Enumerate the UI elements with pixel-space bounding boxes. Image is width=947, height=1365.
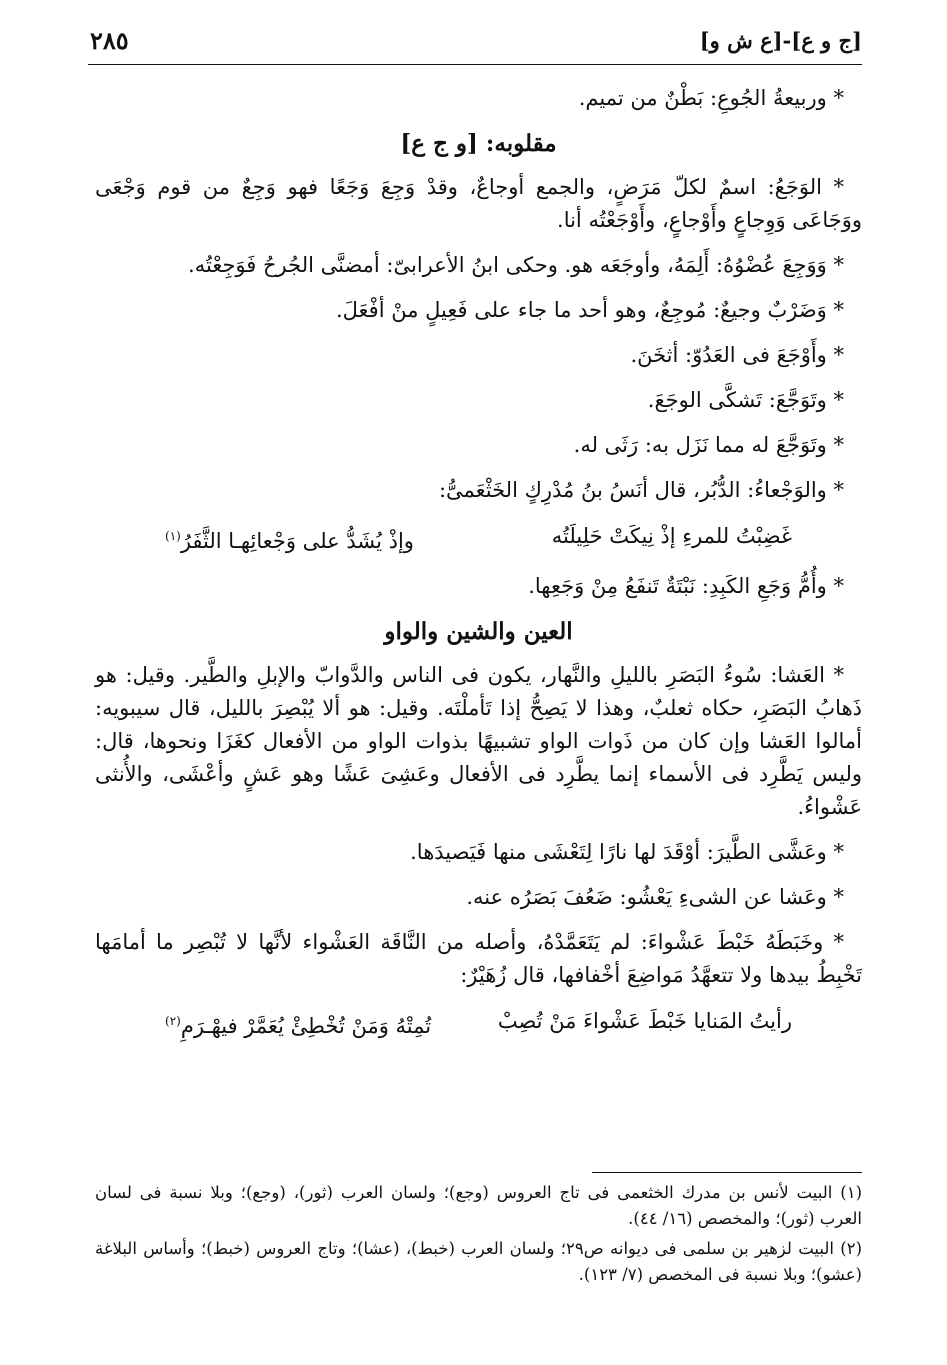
page-body [95,82,862,1055]
section-range: [ج و ع]-[ع ش و] [699,28,862,53]
page-number: ٢٨٥ [90,26,129,55]
footnote: (١) البيت لأنس بن مدرك الخثعمى فى تاج العروس (وجع)؛ ولسان العرب (ثور)، (وجع)؛ وبلا نسبة فى لسان العرب (ثور)؛ والمخصص (١٦/ ٤٤). [95,1183,862,1228]
footnote-marker: (١) [165,529,181,543]
poetry-verse [95,1004,862,1043]
section-heading: العين والشين والواو [384,618,573,645]
entry-paragraph: * وَوَجِعَ عُضْوُهُ: أَلِمَهُ، وأوجَعَه هو. وحكى ابنُ الأعرابىّ: أمضنَّى الجُرحُ فَوَجِعْتُه. [188,253,844,277]
entry-paragraph: * وعَشا عن الشىءِ يَعْشُو: ضَعُفَ بَصَرُه عنه. [466,885,844,909]
entry-paragraph: * وأَوْجَعَ فى العَدُوّ: أثخَنَ. [630,343,844,367]
entry-paragraph: * الوَجَعُ: اسمٌ لكلّ مَرَضٍ، والجمع أوجاعٌ، وقدْ وَجِعَ وَجَعًا فهو وَجِعٌ من قوم وَجْعَى ووَجَاعَى وَوِجاعٍ وأَوْجاعٍ، وأَوْجَعْتُه أنا. [95,175,862,232]
section-heading: مقلوبه: [و ج ع] [400,130,557,157]
header-divider [88,64,862,65]
page-header [90,22,862,62]
entry-paragraph: * وتَوَجَّعَ: تَشكَّى الوجَعَ. [647,388,844,412]
entry-paragraph: * والوَجْعاءُ: الدُّبُر، قال أنَسُ بنُ مُدْرِكٍ الخَثْعَمىُّ: [438,478,844,502]
entry-paragraph: * وعَشَّى الطَّيرَ: أوْقَدَ لها نارًا لِتَعْشَى منها فَيَصيدَها. [410,840,844,864]
footnote: (٢) البيت لزهير بن سلمى فى ديوانه ص٢٩؛ ولسان العرب (خبط)، (عشا)؛ وتاج العروس (خبط)؛ وأساس البلاغة (عشو)؛ وبلا نسبة فى المخصص (٧/ ١٢٣). [95,1239,862,1284]
verse-first-hemistich: رأيتُ المَنايا خَبْطَ عَشْواءَ مَنْ تُصِبْ [497,1009,792,1033]
footnote-divider [592,1172,862,1173]
verse-second-hemistich: وإذْ يُشَدُّ على وَجْعائِهـا الثَّفَرُ$^{(١)}$ [165,529,414,553]
entry-paragraph: * وربيعةُ الجُوعِ: بَطْنٌ من تميم. [578,86,844,110]
poetry-verse [95,519,862,558]
entry-paragraph: * وخَبَطَهُ خَبْطَ عَشْواءَ: لم يَتَعَمَّدْهُ، وأصله من النَّاقَة العَشْواء لأنَّها لا تُبْصِر ما أمامَها تَخْبِطُ بيدها ولا تتعهَّدُ مَواضِعَ أخْفافها، قال زُهَيْرٌ: [95,930,862,987]
footnote-marker: (٢) [165,1014,181,1028]
entry-paragraph: * وأُمُّ وَجَعِ الكَبِدِ: نَبْتَةٌ تَنفَعُ مِنْ وَجَعِها. [528,574,844,598]
entry-paragraph: * العَشا: سُوءُ البَصَرِ بالليلِ والنَّهار، يكون فى الناس والدَّوابّ والإبلِ والطَّير. وقيل: هو ذَهابُ البَصَرِ، حكاه ثعلبٌ، وهذا لا يَصِحُّ إذا تَأملْتَه. وقيل: هو ألا يُبْصِرَ بالليل، قال سيبويه: أمالوا العَشا وإن كان من ذَوات الواو تشبيهًا بذوات الواو من الأفعال كغَزَا ونحوها، قال: وليس يَطَّرِد فى الأسماء إنما يطَّرِد فى الأفعال وعَشِىَ عَشًا وهو عَشٍ وأعْشَى، والأُنثى عَشْواءُ. [95,663,862,819]
entry-paragraph: * وَضَرْبٌ وجيعٌ: مُوجِعٌ، وهو أحد ما جاء على فَعِيلٍ منْ أفْعَلَ. [335,298,844,322]
verse-first-hemistich: غَضِبْتُ للمرءِ إذْ نِيكَتْ حَلِيلَتُه [551,524,792,548]
entry-paragraph: * وتَوَجَّعَ له مما نَزَل به: رَثَى له. [573,433,844,457]
verse-second-hemistich: تُمِتْهُ وَمَنْ تُخْطِئْ يُعَمَّرْ فيهْـرَمِ$^{(٢)}$ [165,1014,432,1038]
footnotes [95,1180,862,1292]
